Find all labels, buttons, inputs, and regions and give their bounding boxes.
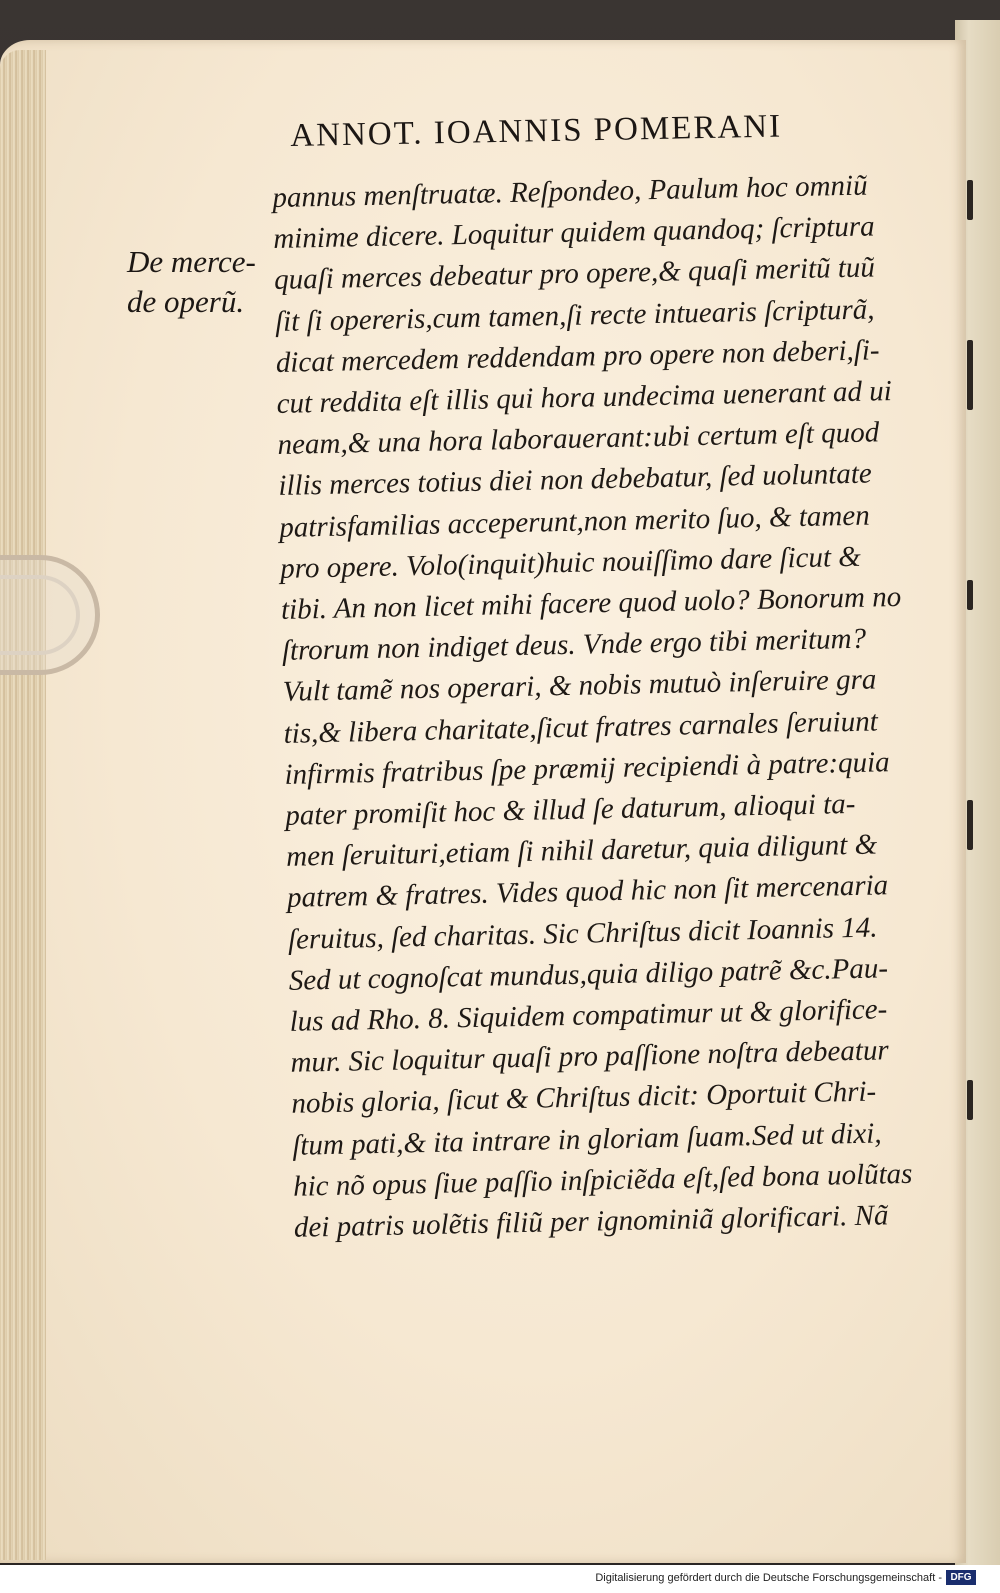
text-line: neam,& una hora laborauerant:ubi certum eſt quod [277, 416, 880, 462]
text-line: Vult tamẽ nos operari, & nobis mutuò inſeruire gra [282, 663, 877, 709]
margin-note-line: de operũ. [127, 284, 245, 319]
footer-bar [0, 1565, 1000, 1593]
text-line: tibi. An non licet mihi facere quod uolo? Bonorum no [280, 580, 902, 626]
text-line: mur. Sic loquitur quaſi pro paſſione noſtra debeatur [290, 1034, 890, 1080]
text-line: pater promiſit hoc & illud ſe daturum, alioqui ta- [285, 787, 856, 832]
text-line: ſtum pati,& ita intrare in gloriam ſuam.Sed ut dixi, [291, 1117, 882, 1162]
funding-credit: Digitalisierung gefördert durch die Deutsche Forschungsgemeinschaft - [595, 1572, 942, 1584]
text-line: ſeruitus, ſed charitas. Sic Chriſtus dicit Ioannis 14. [287, 911, 878, 956]
ink-bleed-mark [967, 340, 973, 410]
text-line: quaſi merces debeatur pro opere,& quaſi meritũ tuũ [273, 251, 876, 297]
ink-bleed-mark [967, 800, 973, 850]
text-line: ſtrorum non indiget deus. Vnde ergo tibi meritum? [281, 622, 867, 668]
page-block-edges [0, 50, 46, 1560]
ink-bleed-mark [967, 180, 973, 220]
text-line: cut reddita eſt illis qui hora undecima uenerant ad ui [276, 375, 893, 420]
text-line: lus ad Rho. 8. Siquidem compatimur ut & glorifice- [289, 993, 888, 1038]
margin-note-line: De merce- [127, 244, 256, 279]
text-line: dicat mercedem reddendam pro opere non deberi,ſi- [275, 334, 880, 379]
text-line: infirmis fratribus ſpe præmij recipiendi à patre:quia [284, 746, 890, 791]
ink-bleed-mark [967, 580, 973, 610]
ink-bleed-mark [967, 1080, 973, 1120]
text-line: pannus menſtruatæ. Reſpondeo, Paulum hoc omniũ [272, 169, 868, 214]
text-line: hic nõ opus ſiue paſſio inſpiciẽda eſt,ſed bona uolũtas [292, 1157, 913, 1203]
text-line: ſit ſi opereris,cum tamen,ſi recte intuearis ſcripturã, [274, 293, 875, 338]
body-text [272, 164, 964, 1249]
text-line: patrem & fratres. Vides quod hic non ſit mercenaria [286, 869, 889, 915]
dfg-logo: DFG [946, 1570, 976, 1585]
page-clip-inner [0, 575, 80, 655]
text-line: dei patris uolẽtis filiũ per ignominiã glorificari. Nã [293, 1199, 889, 1244]
running-head: ANNOT. IOANNIS POMERANI [290, 108, 783, 154]
text-line: patrisfamilias acceperunt,non merito ſuo, & tamen [278, 499, 870, 544]
text-line: Sed ut cognoſcat mundus,quia diligo patrẽ &c.Pau- [288, 952, 889, 997]
text-line: illis merces totius diei non debebatur, ſed uoluntate [278, 457, 873, 503]
text-line: men ſeruituri,etiam ſi nihil daretur, quia diligunt & [285, 828, 878, 874]
text-line: nobis gloria, ſicut & Chriſtus dicit: Oportuit Chri- [291, 1076, 877, 1121]
margin-note [127, 242, 256, 322]
text-line: pro opere. Volo(inquit)huic nouiſſimo dare ſicut & [279, 540, 862, 585]
text-line: tis,& libera charitate,ſicut fratres carnales ſeruiunt [283, 705, 879, 750]
text-line: minime dicere. Loquitur quidem quandoq; ſcriptura [272, 210, 875, 256]
